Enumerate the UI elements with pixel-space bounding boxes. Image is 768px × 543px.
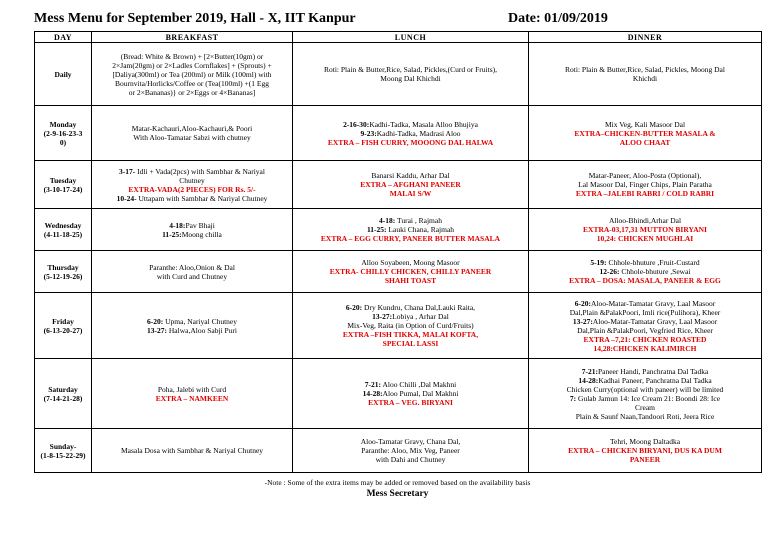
cell-line: Thursday — [47, 262, 79, 272]
cell-line: SPECIAL LASSI — [382, 339, 439, 348]
cell-line: Saturday — [48, 384, 78, 394]
cell-line: (Bread: White & Brown) + [2×Butter(10gm) or — [120, 51, 264, 61]
cell-line: 14-28:Aloo Pumal, Dal Makhni — [362, 389, 459, 398]
cell-line: Friday — [52, 316, 74, 326]
cell-line: 6-20:Aloo-Matar-Tamatar Gravy, Laal Masoor — [574, 298, 716, 308]
cell-line: Tuesday — [49, 175, 77, 185]
table-row-tuesday — [35, 161, 762, 209]
table-row-thursday — [35, 251, 762, 293]
lunch-cell — [293, 251, 529, 293]
breakfast-cell — [92, 251, 293, 293]
cell-line: Plain & Saunf Naan,Tandoori Roti, Jeera Rice — [575, 411, 715, 421]
cell-line: 14-28:Kadhai Paneer, Panchratna Dal Tadka — [578, 375, 712, 385]
mess-menu-table — [34, 31, 762, 473]
cell-line: 2×Jam(20gm) or 2×Ladles Cornflakes] + (Sprouts) + — [112, 60, 272, 70]
cell-line: EXTRA –JALEBI RABRI / COLD RABRI — [575, 189, 715, 198]
cell-line: 13-27: Halwa,Aloo Sabji Puri — [147, 325, 237, 335]
cell-line: Tehri, Moong Daltadka — [609, 437, 681, 446]
lunch-cell — [293, 161, 529, 209]
cell-line: Daily — [54, 69, 72, 79]
cell-line: (1-8-15-22-29) — [40, 450, 86, 460]
day-cell — [35, 161, 92, 209]
breakfast-cell — [92, 293, 293, 359]
cell-line: Dal,Plain &PalakPoori, Imli rice(Pulihora), Kheer — [569, 307, 721, 317]
cell-line: Mix-Veg, Raita (in Option of Curd/Fruits) — [347, 321, 474, 330]
cell-line: EXTRA – DOSA: MASALA, PANEER & EGG — [569, 276, 721, 285]
cell-line: EXTRA – AFGHANI PANEER — [360, 180, 461, 189]
lunch-cell — [293, 429, 529, 473]
cell-line: Wednesday — [44, 220, 82, 230]
cell-line: Alloo Soyabeen, Moong Masoor — [361, 258, 460, 267]
cell-line: Khichdi — [632, 74, 658, 83]
column-header-breakfast: BREAKFAST — [92, 32, 293, 43]
cell-line: With Aloo-Tamatar Sabzi with chutney — [133, 133, 251, 142]
table-header-row — [35, 32, 762, 43]
availability-note: -Note : Some of the extra items may be added or removed based on the availability basis — [264, 478, 531, 487]
cell-line: Aloo-Tamatar Gravy, Chana Dal, — [360, 437, 461, 446]
cell-line: 7-21: Aloo Chilli ,Dal Makhni — [364, 380, 457, 389]
cell-line: PANEER — [629, 455, 661, 464]
table-row-friday — [35, 293, 762, 359]
cell-line: Matar-Kachauri,Aloo-Kachauri,& Poori — [131, 124, 253, 133]
cell-line: Paranthe: Aloo, Mix Veg, Paneer — [361, 446, 460, 455]
mess-secretary-signature: Mess Secretary — [366, 489, 429, 499]
dinner-cell — [529, 293, 762, 359]
cell-line: EXTRA – EGG CURRY, PANEER BUTTER MASALA — [320, 234, 501, 243]
day-cell — [35, 359, 92, 429]
menu-title: Mess Menu for September 2019, Hall - X, IIT Kanpur — [34, 11, 356, 26]
cell-line: Chutney — [179, 175, 205, 185]
cell-line: Matar-Paneer, Aloo-Posta (Optional), — [588, 171, 702, 180]
table-row-saturday — [35, 359, 762, 429]
cell-line: EXTRA-03,17,31 MUTTON BIRYANI — [583, 225, 707, 234]
cell-line: [Daliya(300ml) or Tea (200ml) or Milk (100ml) with — [112, 69, 272, 79]
lunch-cell — [293, 359, 529, 429]
dinner-cell — [529, 359, 762, 429]
lunch-cell — [293, 106, 529, 161]
cell-line: (7-14-21-28) — [43, 393, 83, 403]
cell-line: 9-23:Kadhi-Tadka, Madrasi Aloo — [360, 128, 461, 138]
table-row-sunday — [35, 429, 762, 473]
cell-line: or 2×Bananas)} or 2×Eggs or 4×Bananas] — [128, 87, 256, 97]
cell-line: 0) — [59, 137, 67, 147]
cell-line: EXTRA – NAMKEEN — [155, 393, 229, 403]
column-header-day: DAY — [35, 32, 92, 43]
cell-line: 13-27:Aloo-Matar-Tamatar Gravy, Laal Masoor — [572, 316, 718, 326]
breakfast-cell — [92, 161, 293, 209]
lunch-cell — [293, 43, 529, 106]
cell-line: (3-10-17-24) — [43, 184, 83, 194]
cell-line: 14,28:CHICKEN KALIMIRCH — [593, 343, 697, 353]
cell-line: 12-26: Chhole-bhuture ,Sewai — [599, 267, 691, 276]
cell-line: ALOO CHAAT — [619, 137, 671, 147]
cell-line: (4-11-18-25) — [43, 229, 83, 239]
cell-line: 6-20: Upma, Nariyal Chutney — [147, 316, 237, 326]
cell-line: 6-20: Dry Kundru, Chana Dal,Lauki Raita, — [345, 303, 476, 312]
cell-line: Chicken Curry(optional with paneer) will be limited — [566, 384, 724, 394]
cell-line: Bournvita/Horlicks/Coffee or (Tea(100ml) +(1 Egg — [115, 78, 269, 88]
menu-date: Date: 01/09/2019 — [508, 11, 608, 26]
cell-line: Alloo-Bhindi,Arhar Dal — [608, 216, 682, 225]
cell-line: 13-27:Lobiya , Arhar Dal — [372, 312, 449, 321]
cell-line: EXTRA – CHICKEN BIRYANI, DUS KA DUM — [568, 446, 722, 455]
cell-line: 11-25:Moong chilla — [162, 229, 222, 239]
day-cell — [35, 293, 92, 359]
cell-line: EXTRA –FISH TIKKA, MALAI KOFTA, — [342, 330, 479, 339]
cell-line: Banarsi Kaddu, Arhar Dal — [371, 171, 450, 180]
day-cell — [35, 106, 92, 161]
cell-line: EXTRA – FISH CURRY, MOOONG DAL HALWA — [327, 137, 494, 147]
cell-line: Monday — [49, 119, 77, 129]
day-cell — [35, 251, 92, 293]
dinner-cell — [529, 209, 762, 251]
cell-line: EXTRA – VEG. BIRYANI — [368, 398, 453, 407]
cell-line: 4-18:Pav Bhaji — [169, 220, 215, 230]
dinner-cell — [529, 43, 762, 106]
cell-line: 11-25: Lauki Chana, Rajmah — [366, 225, 455, 234]
cell-line: SHAHI TOAST — [384, 276, 437, 285]
lunch-cell — [293, 209, 529, 251]
table-row-monday — [35, 106, 762, 161]
cell-line: (2-9-16-23-3 — [43, 128, 83, 138]
cell-line: 3-17- Idli + Vada(2pcs) with Sambhar & Nariyal — [119, 166, 265, 176]
column-header-lunch: LUNCH — [293, 32, 529, 43]
cell-line: (6-13-20-27) — [43, 325, 83, 335]
cell-line: Mix Veg, Kali Masoor Dal — [604, 119, 686, 129]
dinner-cell — [529, 251, 762, 293]
menu-header — [34, 11, 734, 29]
cell-line: Masala Dosa with Sambhar & Nariyal Chutney — [120, 446, 264, 455]
cell-line: Poha, Jalebi with Curd — [157, 384, 227, 394]
cell-line: Lal Masoor Dal, Finger Chips, Plain Paratha — [578, 180, 712, 189]
breakfast-cell — [92, 429, 293, 473]
cell-line: 7: Gulab Jamun 14: Ice Cream 21: Boondi 28: Ice — [569, 393, 721, 403]
cell-line: 5-19: Chhole-bhuture ,Fruit-Custard — [590, 258, 700, 267]
dinner-cell — [529, 106, 762, 161]
day-cell — [35, 43, 92, 106]
cell-line: Moong Dal Khichdi — [380, 74, 441, 83]
cell-line: Paranthe: Aloo,Onion & Dal — [149, 262, 235, 272]
cell-line: Roti: Plain & Butter,Rice, Salad, Pickles, Moong Dal — [565, 65, 725, 74]
cell-line: Roti: Plain & Butter,Rice, Salad, Pickles,(Curd or Fruits), — [323, 65, 498, 74]
dinner-cell — [529, 429, 762, 473]
cell-line: 7-21:Paneer Handi, Panchratna Dal Tadka — [581, 366, 709, 376]
breakfast-cell — [92, 359, 293, 429]
day-cell — [35, 429, 92, 473]
table-row-daily — [35, 43, 762, 106]
column-header-dinner: DINNER — [529, 32, 762, 43]
cell-line: 2-16-30:Kadhi-Tadka, Masala Alloo Bhujiya — [343, 119, 478, 129]
dinner-cell — [529, 161, 762, 209]
cell-line: Sunday- — [49, 441, 77, 451]
breakfast-cell — [92, 106, 293, 161]
cell-line: 4-18: Turai , Rajmah — [379, 216, 442, 225]
day-cell — [35, 209, 92, 251]
cell-line: EXTRA-VADA(2 PIECES) FOR Rs. 5/- — [128, 184, 256, 194]
cell-line: 10-24- Uttapam with Sambhar & Nariyal Chutney — [116, 193, 268, 203]
cell-line: EXTRA–CHICKEN-BUTTER MASALA & — [574, 128, 716, 138]
breakfast-cell — [92, 43, 293, 106]
lunch-cell — [293, 293, 529, 359]
cell-line: 10,24: CHICKEN MUGHLAI — [596, 234, 694, 243]
breakfast-cell — [92, 209, 293, 251]
cell-line: (5-12-19-26) — [43, 271, 83, 281]
cell-line: MALAI S/W — [389, 189, 432, 198]
table-row-wednesday — [35, 209, 762, 251]
cell-line: EXTRA- CHILLY CHICKEN, CHILLY PANEER — [329, 267, 492, 276]
cell-line: Cream — [635, 402, 655, 412]
cell-line: EXTRA –7,21: CHICKEN ROASTED — [583, 334, 707, 344]
cell-line: Dal,Plain &PalakPoori, Vegfried Rice, Kheer — [577, 325, 713, 335]
cell-line: with Dahi and Chutney — [375, 455, 446, 464]
cell-line: with Curd and Chutney — [156, 271, 228, 281]
